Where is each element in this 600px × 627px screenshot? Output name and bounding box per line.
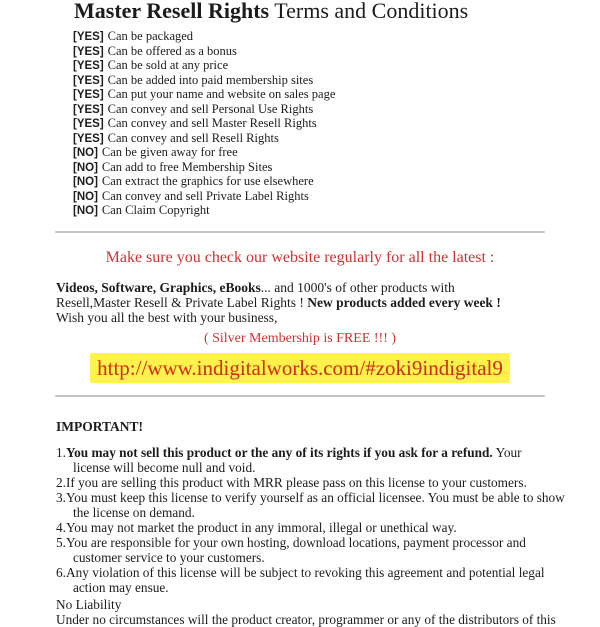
text-segment: the license on demand. <box>73 505 195 521</box>
rights-item <box>73 132 600 147</box>
text-segment: customer service to your customers. <box>73 550 265 566</box>
no-flag: [NO] <box>73 176 98 188</box>
rights-item-text: Can be added into paid membership sites <box>107 72 314 87</box>
text-segment: 2.If you are selling this product with MRR please pass on this license to your customers. <box>56 475 527 491</box>
rights-item <box>73 74 600 89</box>
paragraph-line <box>56 295 600 310</box>
important-item-line <box>56 490 600 505</box>
text-segment: license will become null and void. <box>73 460 256 476</box>
rights-item-text: Can convey and sell Master Resell Rights <box>107 116 317 130</box>
yes-flag: [YES] <box>73 103 104 116</box>
rights-item-text: Can extract the graphics for use elsewhere <box>101 174 314 188</box>
paragraph-line <box>56 280 600 295</box>
rights-item-text: Can be given away for free <box>101 145 238 159</box>
text-segment: Resell,Master Resell & Private Label Rights ! <box>56 294 308 310</box>
rights-item <box>73 161 600 176</box>
no-flag: [NO] <box>73 205 98 217</box>
rights-item <box>73 204 600 219</box>
no-flag: [NO] <box>73 190 98 203</box>
important-item-continuation <box>56 505 600 520</box>
text-segment: Your <box>492 445 522 461</box>
rights-item-text: Can convey and sell Personal Use Rights <box>107 101 314 116</box>
yes-flag: [YES] <box>73 118 104 130</box>
rights-item <box>73 190 600 205</box>
text-segment: ... and 1000's of other products with <box>260 279 455 295</box>
text-segment: 1. <box>56 445 66 461</box>
important-item-line <box>56 520 600 535</box>
important-heading: IMPORTANT! <box>56 419 144 435</box>
text-segment: 5.You are responsible for your own hosting, download locations, payment processor and <box>56 535 526 551</box>
rights-list <box>73 30 600 219</box>
rights-item <box>73 175 600 190</box>
rights-item-text: Can convey and sell Resell Rights <box>107 130 279 145</box>
text-segment: action may ensue. <box>73 580 169 596</box>
text-segment: 3.You must keep this license to verify yourself as an official licensee. You must be able to show <box>56 490 565 506</box>
yes-flag: [YES] <box>73 60 104 72</box>
bold-text-segment: Videos, Software, Graphics, eBooks <box>56 279 261 295</box>
text-segment: 4.You may not market the product in any immoral, illegal or unethical way. <box>56 520 457 536</box>
liability-text: Under no circumstances will the product creator, programmer or any of the distributors of this <box>56 612 556 627</box>
rights-item-text: Can be packaged <box>107 29 194 43</box>
important-item <box>56 490 600 520</box>
important-item <box>56 520 600 535</box>
important-item-line <box>56 535 600 550</box>
important-item-line <box>56 475 600 490</box>
important-item-line <box>56 445 600 460</box>
important-item-continuation <box>56 550 600 565</box>
no-flag: [NO] <box>73 161 98 174</box>
page-title <box>74 0 600 24</box>
rights-item <box>73 30 600 45</box>
yes-flag: [YES] <box>73 31 104 43</box>
rights-item-text: Can convey and sell Private Label Rights <box>101 188 309 203</box>
rights-item <box>73 103 600 118</box>
rights-item-text: Can put your name and website on sales page <box>107 87 336 101</box>
liability-section <box>56 597 600 627</box>
liability-heading: No Liability <box>56 597 122 613</box>
yes-flag: [YES] <box>73 74 104 87</box>
page-title-bold: Master Resell Rights <box>74 0 270 23</box>
important-item-line <box>56 565 600 580</box>
rights-item-text: Can Claim Copyright <box>101 203 210 217</box>
important-item <box>56 475 600 490</box>
yes-flag: [YES] <box>73 45 104 58</box>
website-link-row <box>0 353 600 383</box>
yes-flag: [YES] <box>73 132 104 145</box>
page-title-regular: Terms and Conditions <box>269 0 469 23</box>
important-item <box>56 445 600 475</box>
rights-item-text: Can add to free Membership Sites <box>101 159 273 174</box>
paragraph-line <box>56 310 600 325</box>
promo-heading: Make sure you check our website regularly for all the latest : <box>105 248 495 266</box>
bold-text-segment: New products added every week ! <box>307 294 501 310</box>
rights-item <box>73 117 600 132</box>
rights-item <box>73 59 600 74</box>
important-item <box>56 565 600 595</box>
rights-item <box>73 45 600 60</box>
website-link[interactable]: http://www.indigitalworks.com/#zoki9indigital9 <box>90 353 510 383</box>
no-flag: [NO] <box>73 147 98 159</box>
promo-paragraph <box>56 280 600 326</box>
important-item-continuation <box>56 460 600 475</box>
important-item <box>56 535 600 565</box>
text-segment: 6.Any violation of this license will be subject to revoking this agreement and potential legal <box>56 565 545 581</box>
rights-item <box>73 88 600 103</box>
important-item-continuation <box>56 580 600 595</box>
rights-item <box>73 146 600 161</box>
text-segment: Wish you all the best with your business, <box>56 309 278 325</box>
divider-bottom <box>55 395 545 397</box>
yes-flag: [YES] <box>73 89 104 101</box>
rights-item-text: Can be offered as a bonus <box>107 43 237 58</box>
important-list <box>56 445 600 595</box>
membership-note: ( Silver Membership is FREE !!! ) <box>203 331 397 347</box>
bold-text-segment: You may not sell this product or the any of its rights if you ask for a refund. <box>65 445 493 461</box>
rights-item-text: Can be sold at any price <box>107 58 229 72</box>
divider-top <box>55 231 545 233</box>
